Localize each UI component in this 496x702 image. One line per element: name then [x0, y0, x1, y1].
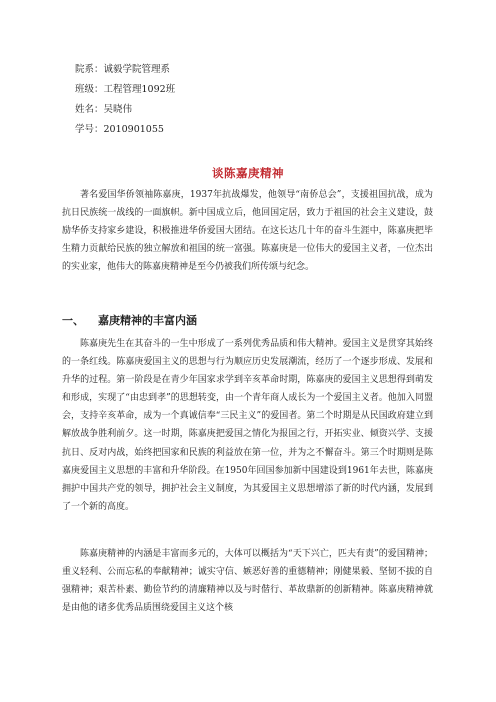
student-info-block — [75, 60, 175, 140]
name-line: 姓名：吴晓伟 — [75, 104, 133, 115]
intro-paragraph: 著名爱国华侨领袖陈嘉庚，1937年抗战爆发，他领导“南侨总会”，支援祖国抗战，成为抗日民族统一战线的一面旗帜。新中国成立后，他回国定居，致力于祖国的社会主义建设，鼓励华侨支持家乡建设，积极推进华侨爱国大团结。在这长达几十年的奋斗生涯中，陈嘉庚把毕生精力贡献给民族的独立解放和祖国的统一富强。陈嘉庚是一位伟大的爱国主义者，一位杰出的实业家，他伟大的陈嘉庚精神是至今仍被我们所传颂与纪念。 — [62, 190, 433, 273]
section-number: 一、 — [62, 314, 84, 327]
department-line: 院系：诚毅学院管理系 — [75, 64, 171, 75]
student-id-line: 学号：2010901055 — [75, 124, 164, 135]
essay-title: 谈陈嘉庚精神 — [212, 166, 284, 180]
section-paragraph-1: 陈嘉庚先生在其奋斗的一生中形成了一系列优秀品质和伟大精神。爱国主义是贯穿其始终的一条红线。陈嘉庚爱国主义的思想与行为顺应历史发展潮流，经历了一个逐步形成、发展和升华的过程。第一阶段是在青少年国家求学到辛亥革命时期，陈嘉庚的爱国主义思想得到萌发和形成，实现了“由忠到孝”的思想转变，由一个青年商人成长为一个爱国主义者。他加入同盟会，支持辛亥革命，成为一个真诚信奉“三民主义”的爱国者。第二个时期是从民国政府建立到解放战争胜利前夕。这一时期，陈嘉庚把爱国之情化为报国之行，开拓实业、倾资兴学、支援抗日、反对内战，始终把国家和民族的利益放在第一位，并为之不懈奋斗。第三个时期则是陈嘉庚爱国主义思想的丰富和升华阶段。在1950年回国参加新中国建设到1961年去世，陈嘉庚拥护中国共产党的领导，拥护社会主义制度，为其爱国主义思想增添了新的时代内涵，发展到了一个新的高度。 — [62, 339, 433, 512]
section-heading-text: 嘉庚精神的丰富内涵 — [98, 314, 197, 327]
section-paragraph-2: 陈嘉庚精神的内涵是丰富而多元的，大体可以概括为“天下兴亡，匹夫有责”的爱国精神；重义轻利、公而忘私的奉献精神；诚实守信、嫉恶好善的重德精神；刚健果毅、坚韧不拔的自强精神；艰苦朴素、勤俭节约的清廉精神以及与时偕行、革故鼎新的创新精神。陈嘉庚精神就是由他的诸多优秀品质围绕爱国主义这个核 — [62, 549, 433, 614]
section-heading — [62, 312, 197, 328]
class-line: 班级：工程管理1092班 — [75, 84, 176, 95]
